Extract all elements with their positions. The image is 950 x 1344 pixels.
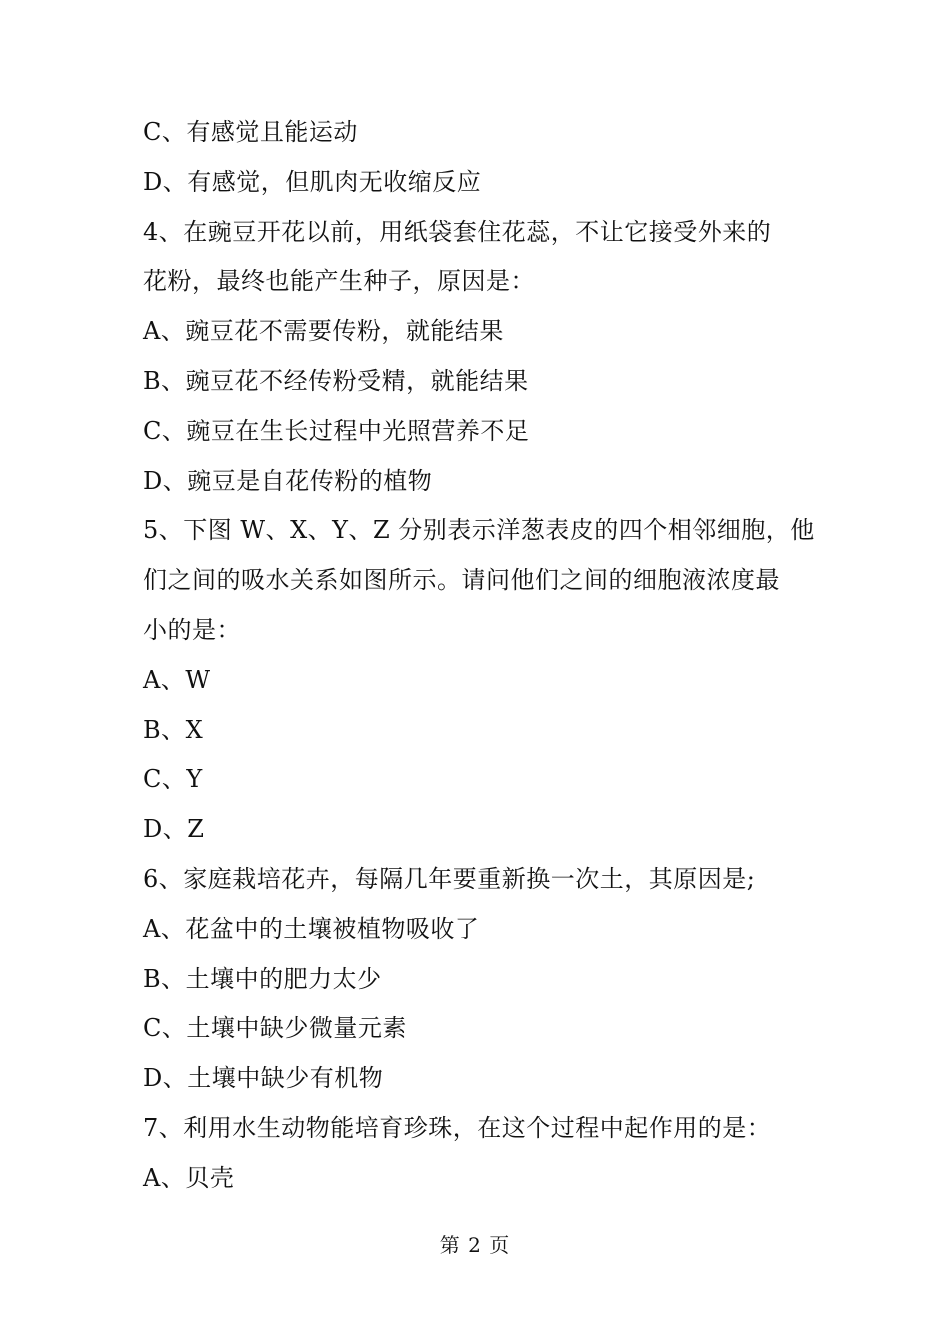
page-number: 第 2 页 [439,1233,511,1257]
option-b-q4: B、豌豆花不经传粉受精，就能结果 [143,366,529,395]
question-7: 7、利用水生动物能培育珍珠，在这个过程中起作用的是： [143,1113,772,1142]
option-a-q4: A、豌豆花不需要传粉，就能结果 [143,317,504,346]
option-a-q6: A、花盆中的土壤被植物吸收了 [143,914,480,943]
option-a-q7: A、贝壳 [143,1163,235,1192]
option-c-q5: C、Y [143,765,203,794]
option-b-q5: B、X [143,715,204,744]
option-c-q4: C、豌豆在生长过程中光照营养不足 [143,416,530,445]
option-d-q6: D、土壤中缺少有机物 [143,1064,384,1093]
option-a-q5: A、W [143,665,211,694]
option-d-q3: D、有感觉，但肌肉无收缩反应 [143,167,482,196]
option-b-q6: B、土壤中的肥力太少 [143,964,382,993]
question-5-line-3: 小的是： [143,615,241,644]
question-5-line-2: 们之间的吸水关系如图所示。请问他们之间的细胞液浓度最 [143,566,780,595]
question-4-line-2: 花粉，最终也能产生种子，原因是： [143,267,535,296]
option-d-q4: D、豌豆是自花传粉的植物 [143,466,433,495]
option-d-q5: D、Z [143,815,205,844]
question-4-line-1: 4、在豌豆开花以前，用纸袋套住花蕊，不让它接受外来的 [143,217,772,246]
option-c-q3: C、有感觉且能运动 [143,118,358,146]
question-5-line-1: 5、下图 W、X、Y、Z 分别表示洋葱表皮的四个相邻细胞，他 [143,516,815,545]
page-body [143,108,823,1204]
option-c-q6: C、土壤中缺少微量元素 [143,1014,407,1043]
question-6: 6、家庭栽培花卉，每隔几年要重新换一次土，其原因是; [143,864,756,893]
